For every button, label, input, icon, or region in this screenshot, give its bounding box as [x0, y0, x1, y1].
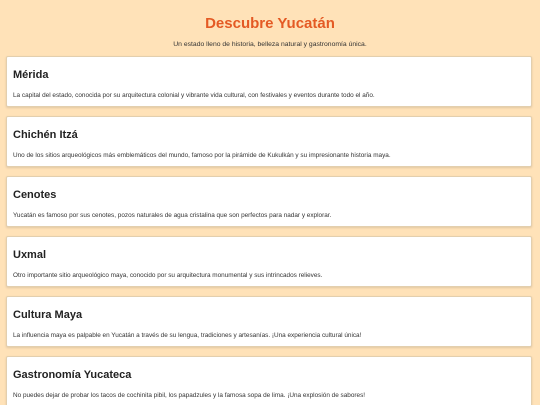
card-cultura-maya: [6, 296, 532, 347]
card-description: Uno de los sitios arqueológicos más emblemáticos del mundo, famoso por la pirámide de Kukulkán y su impresionante historia maya.: [13, 152, 391, 159]
card-title: Gastronomía Yucateca: [13, 369, 132, 381]
page-subtitle: Un estado lleno de historia, belleza natural y gastronomía única.: [173, 41, 367, 48]
card-title: Cultura Maya: [13, 309, 83, 321]
card-uxmal: [6, 236, 532, 287]
card-title: Cenotes: [13, 189, 57, 201]
card-list: [6, 56, 532, 405]
card-title: Uxmal: [13, 249, 47, 261]
card-description: Otro importante sitio arqueológico maya, conocido por su arquitectura monumental y sus intrincados relieves.: [13, 272, 323, 279]
card-title: Chichén Itzá: [13, 129, 78, 141]
card-description: No puedes dejar de probar los tacos de cochinita pibil, los papadzules y la famosa sopa de lima. ¡Una explosión de sabores!: [13, 392, 366, 399]
card-cenotes: [6, 176, 532, 227]
card-description: La capital del estado, conocida por su arquitectura colonial y vibrante vida cultural, con festivales y eventos durante todo el año.: [13, 92, 375, 99]
card-title: Mérida: [13, 69, 49, 81]
card-description: La influencia maya es palpable en Yucatán a través de su lengua, tradiciones y artesanías. ¡Una experiencia cultural única!: [13, 332, 362, 339]
page-title: Descubre Yucatán: [205, 15, 335, 32]
card-description: Yucatán es famoso por sus cenotes, pozos naturales de agua cristalina que son perfectos para nadar y explorar.: [13, 212, 332, 219]
card-gastronomia-yucateca: [6, 356, 532, 405]
card-chichen-itza: [6, 116, 532, 167]
card-merida: [6, 56, 532, 107]
